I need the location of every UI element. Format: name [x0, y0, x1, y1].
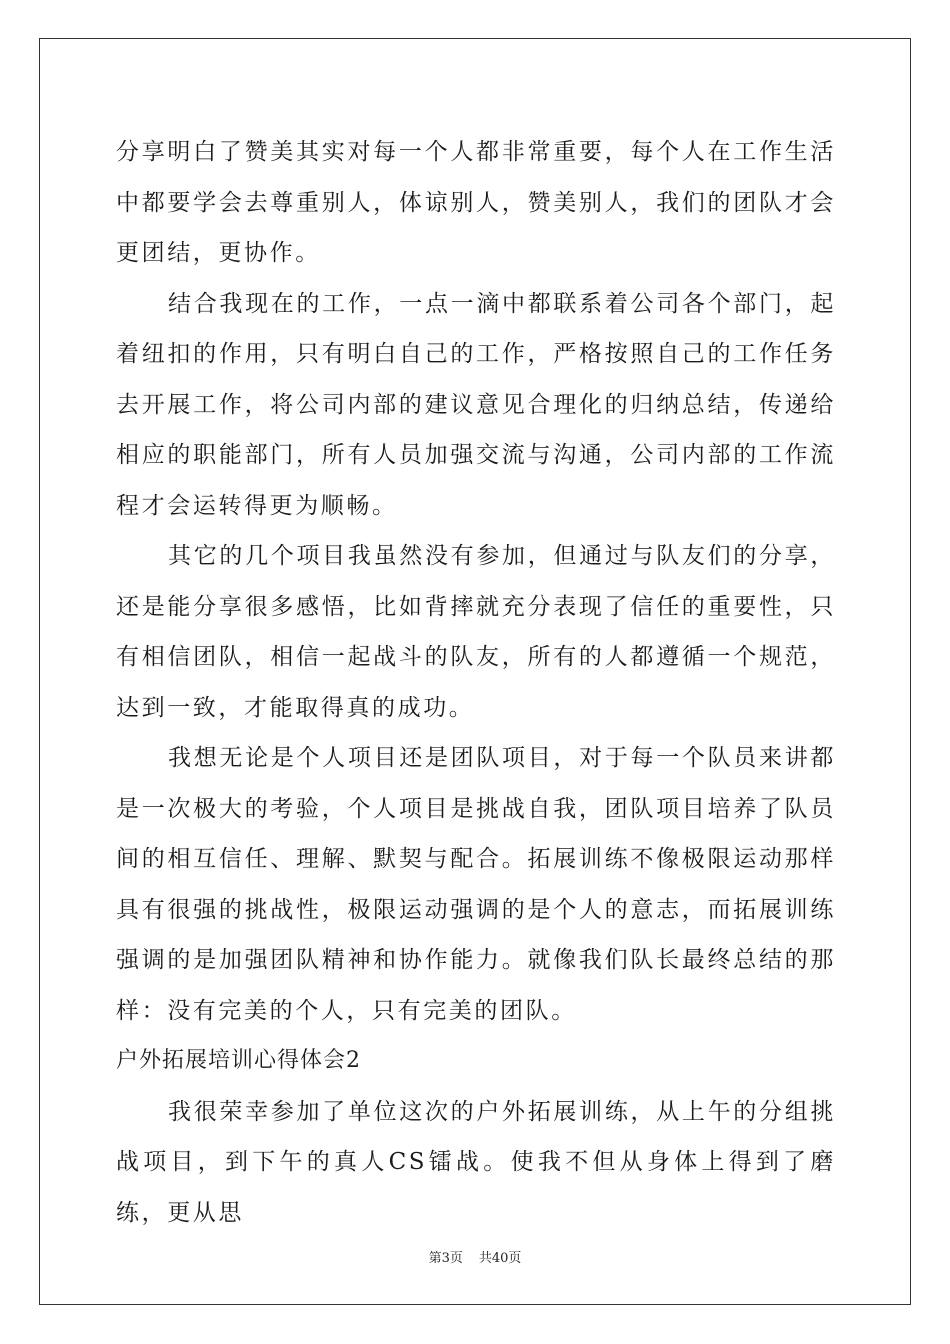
page-total: 共40页 — [478, 1251, 522, 1266]
section-heading: 户外拓展培训心得体会2 — [116, 1048, 361, 1073]
document-body — [116, 127, 836, 1238]
page-number: 第3页 — [428, 1251, 463, 1266]
paragraph: 我很荣幸参加了单位这次的户外拓展训练，从上午的分组挑战项目，到下午的真人CS镭战。使我不但从身体上得到了磨练，更从思 — [116, 1098, 836, 1226]
page-footer — [0, 1247, 950, 1266]
paragraph: 其它的几个项目我虽然没有参加，但通过与队友们的分享，还是能分享很多感悟，比如背摔就充分表现了信任的重要性，只有相信团队，相信一起战斗的队友，所有的人都遵循一个规范，达到一致，才能取得真的成功。 — [116, 543, 836, 721]
paragraph: 结合我现在的工作，一点一滴中都联系着公司各个部门，起着纽扣的作用，只有明白自己的工作，严格按照自己的工作任务去开展工作，将公司内部的建议意见合理化的归纳总结，传递给相应的职能部门，所有人员加强交流与沟通，公司内部的工作流程才会运转得更为顺畅。 — [116, 290, 836, 519]
paragraph-continuation: 分享明白了赞美其实对每一个人都非常重要，每个人在工作生活中都要学会去尊重别人，体谅别人，赞美别人，我们的团队才会更团结，更协作。 — [116, 139, 836, 266]
paragraph: 我想无论是个人项目还是团队项目，对于每一个队员来讲都是一次极大的考验，个人项目是挑战自我，团队项目培养了队员间的相互信任、理解、默契与配合。拓展训练不像极限运动那样具有很强的挑战性，极限运动强调的是个人的意志，而拓展训练强调的是加强团队精神和协作能力。就像我们队长最终总结的那样：没有完美的个人，只有完美的团队。 — [116, 745, 836, 1024]
